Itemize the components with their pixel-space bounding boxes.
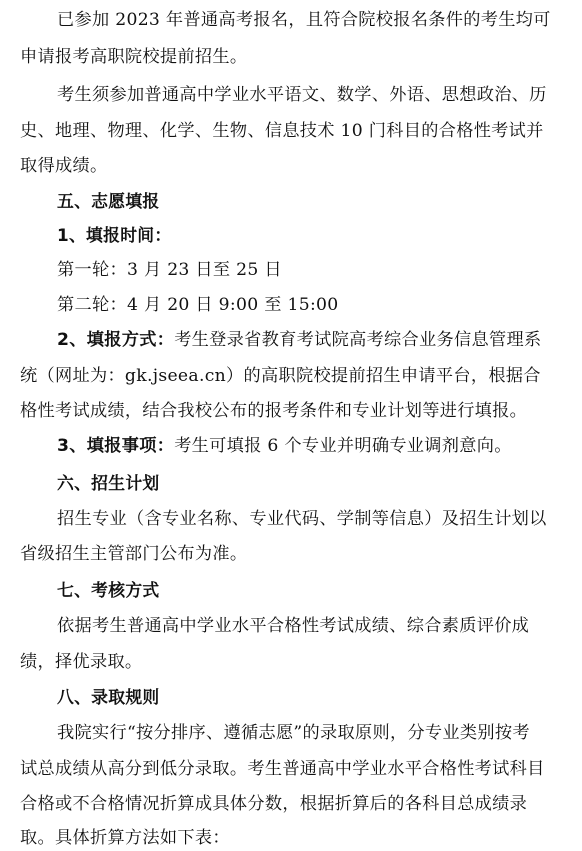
section-heading-6: 六、招生计划 [57,473,160,493]
section-heading-8: 八、录取规则 [57,687,160,707]
section-heading-7: 七、考核方式 [57,580,160,600]
paragraph-assessment-line-1: 依据考生普通高中学业水平合格性考试成绩、综合素质评价成 [57,616,530,636]
subsection-notes-line-1 [57,434,568,458]
subsection-notes-label: 3、填报事项： [57,436,175,456]
subsection-method-line-1 [57,328,568,352]
paragraph-admission-line-4: 取。具体折算方法如下表： [20,828,230,848]
paragraph-plan-line-2: 省级招生主管部门公布为准。 [20,544,248,564]
subsection-method-label: 2、填报方式： [57,330,175,350]
subsection-method-line-3: 格性考试成绩，结合我校公布的报考条件和专业计划等进行填报。 [20,401,528,421]
paragraph-exam-line-3: 取得成绩。 [20,156,108,176]
subsection-notes-text: 考生可填报 6 个专业并明确专业调剂意向。 [174,436,512,456]
subsection-method-line-2: 统（网址为：gk.jseea.cn）的高职院校提前招生申请平台，根据合 [20,366,541,386]
paragraph-admission-line-1: 我院实行“按分排序、遵循志愿”的录取原则，分专业类别按考 [57,723,530,743]
section-heading-5: 五、志愿填报 [57,191,160,211]
paragraph-assessment-line-2: 绩，择优录取。 [20,652,143,672]
paragraph-eligibility-line-1: 已参加 2023 年普通高考报名，且符合院校报名条件的考生均可 [57,10,551,30]
subsection-time-title: 1、填报时间： [57,225,172,245]
round-1-schedule: 第一轮：3 月 23 日至 25 日 [57,260,282,280]
paragraph-exam-line-1: 考生须参加普通高中学业水平语文、数学、外语、思想政治、历 [57,85,547,105]
paragraph-admission-line-3: 合格或不合格情况折算成具体分数，根据折算后的各科目总成绩录 [20,794,528,814]
subsection-method-text: 考生登录省教育考试院高考综合业务信息管理系 [174,330,542,350]
paragraph-eligibility-line-2: 申请报考高职院校提前招生。 [20,47,248,67]
paragraph-admission-line-2: 试总成绩从高分到低分录取。考生普通高中学业水平合格性考试科目 [20,759,545,779]
paragraph-exam-line-2: 史、地理、物理、化学、生物、信息技术 10 门科目的合格性考试并 [20,121,544,141]
round-2-schedule: 第二轮：4 月 20 日 9:00 至 15:00 [57,295,339,315]
paragraph-plan-line-1: 招生专业（含专业名称、专业代码、学制等信息）及招生计划以 [57,509,547,529]
